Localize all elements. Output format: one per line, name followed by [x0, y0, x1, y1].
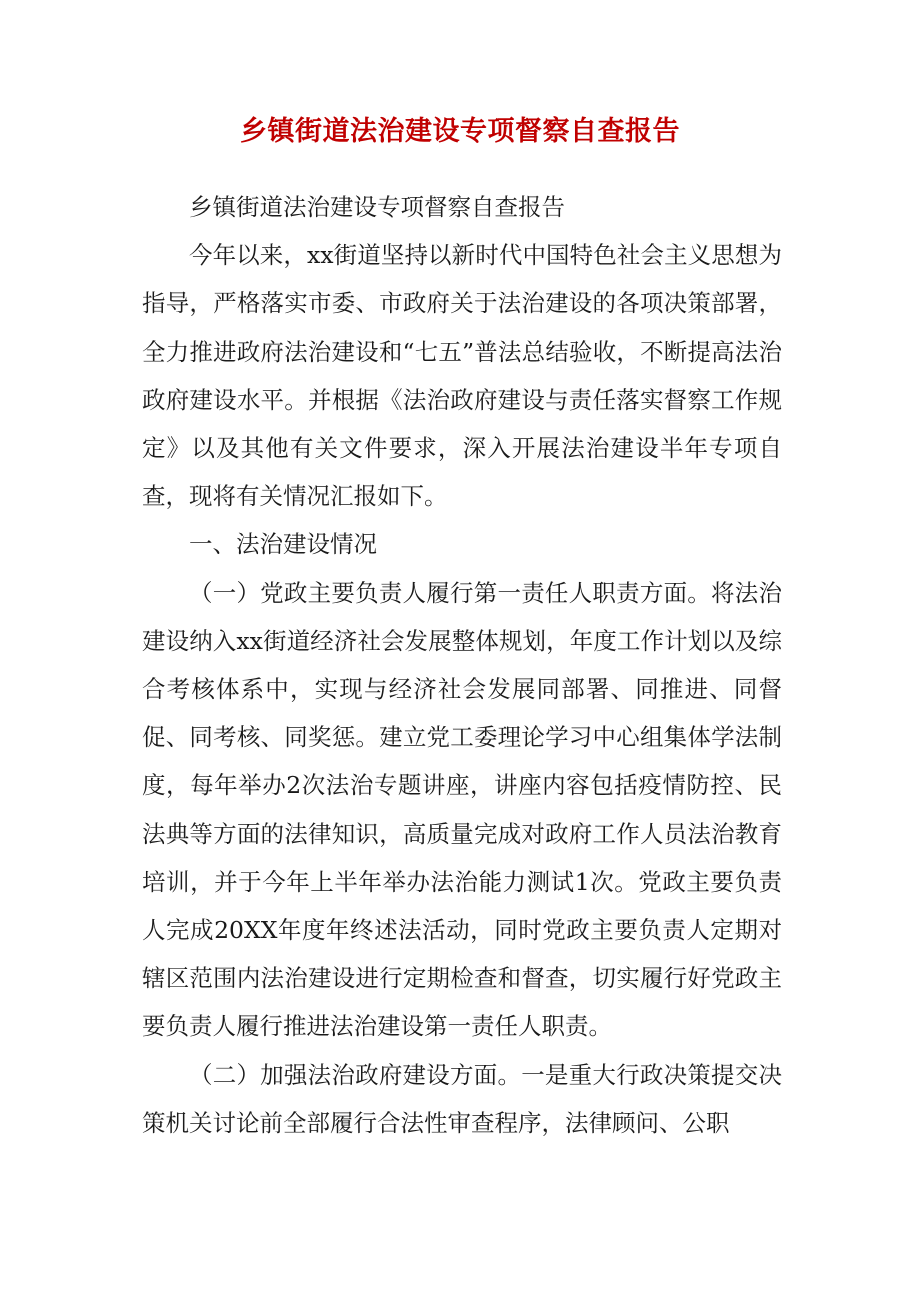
paragraph-section-1: （一）党政主要负责人履行第一责任人职责方面。将法治建设纳入xx街道经济社会发展整体规划，年度工作计划以及综合考核体系中，实现与经济社会发展同部署、同推进、同督促、同考核、同奖惩。建立党工委理论学习中心组集体学法制度，每年举办2次法治专题讲座，讲座内容包括疫情防控、民法典等方面的法律知识，高质量完成对政府工作人员法治教育培训，并于今年上半年举办法治能力测试1次。党政主要负责人完成20XX年度年终述法活动，同时党政主要负责人定期对辖区范围内法治建设进行定期检查和督查，切实履行好党政主要负责人履行推进法治建设第一责任人职责。 [142, 578, 782, 1041]
document-title: 乡镇街道法治建设专项督察自查报告 [240, 116, 680, 147]
paragraph-section-2: （二）加强法治政府建设方面。一是重大行政决策提交决策机关讨论前全部履行合法性审查程序，法律顾问、公职 [142, 1060, 782, 1137]
section-heading: 一、法治建设情况 [189, 530, 377, 559]
paragraph-intro: 今年以来，xx街道坚持以新时代中国特色社会主义思想为指导，严格落实市委、市政府关于法治建设的各项决策部署，全力推进政府法治建设和“七五”普法总结验收，不断提高法治政府建设水平。并根据《法治政府建设与责任落实督察工作规定》以及其他有关文件要求，深入开展法治建设半年专项自查，现将有关情况汇报如下。 [142, 241, 782, 511]
paragraph-subtitle: 乡镇街道法治建设专项督察自查报告 [189, 193, 565, 221]
document-body [142, 183, 782, 1147]
